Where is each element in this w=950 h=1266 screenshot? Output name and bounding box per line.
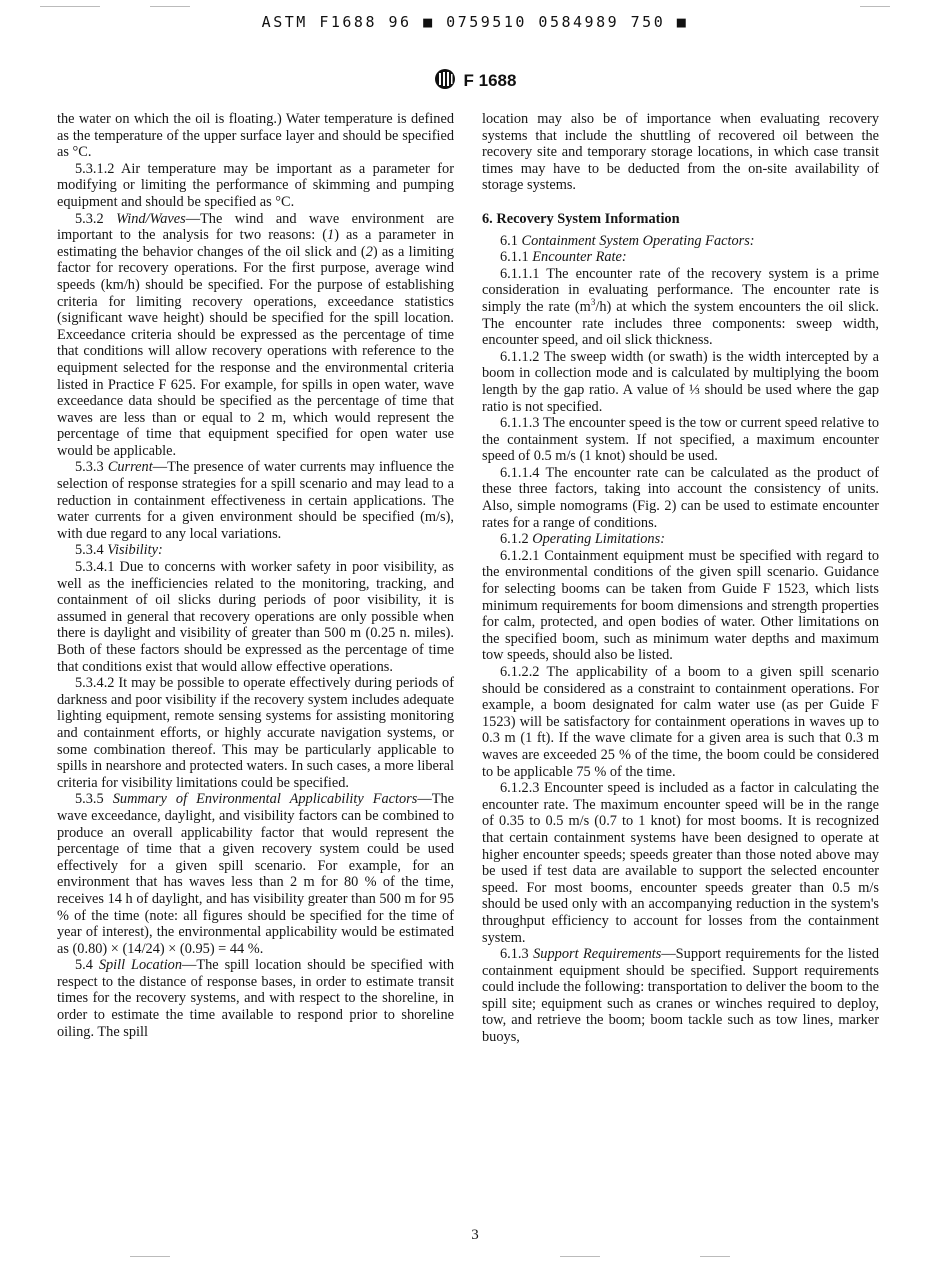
scan-mark [700, 1256, 730, 1257]
section-number: 6.1.1 [500, 249, 533, 266]
section-number: 5.4 [75, 957, 99, 974]
scan-mark [40, 6, 100, 7]
section-text: —The wind and wave environment are important to the analysis for two reasons: ( [57, 210, 454, 244]
paragraph-5-3-5 [57, 791, 454, 957]
paragraph-6-1-2-3: 6.1.2.3 Encounter speed is included as a factor in calculating the encounter rate. The maximum encounter speed will be in the range of 0.35 to 0.5 m/s (0.7 to 1 knot) for most booms. It is recognized that certain containment systems have been designed to operate at higher encounter speeds; speeds greater than those noted above may be used if test data are available to support the selected encounter speed. For most booms, encounter speeds greater than 0.5 m/s should be used only with an accompanying reduction in the system's throughput efficiency to account for losses from the containment system. [482, 780, 879, 946]
standard-designation: F 1688 [463, 71, 517, 90]
section-title: Summary of Environmental Applicability Factors [112, 791, 418, 808]
section-title: Support Requirements [533, 946, 662, 963]
paragraph-6-1-3 [482, 946, 879, 1046]
section-number: 6.1 [500, 232, 522, 249]
paragraph-5-4 [57, 957, 454, 1040]
section-title: Containment System Operating Factors: [521, 232, 755, 249]
list-number: 2 [365, 243, 373, 260]
section-title: Encounter Rate: [532, 249, 627, 266]
section-text: —The wave exceedance, daylight, and visibility factors can be combined to produce an overall applicability factor that would represent the percentage of time that a given recovery system could be used effectively for a given spill scenario. For example, for an environment that has waves less than 2 m for 80 % of the time, receives 14 h of daylight, and has visibility greater than 500 m for 95 % of the time (note: all figures should be specified for the time of year of interest), the environmental applicability would be estimated as (0.80) × (14/24) × (0.95) = 44 %. [57, 791, 454, 957]
paragraph: the water on which the oil is floating.) Water temperature is defined as the temperature of the upper surface layer and should be specified as °C. [57, 111, 454, 161]
paragraph-6-1-1-3: 6.1.1.3 The encounter speed is the tow or current speed relative to the containment system. If not specified, a maximum encounter speed of 0.5 m/s (1 knot) should be used. [482, 415, 879, 465]
right-column [482, 111, 879, 1046]
paragraph-5-3-4-1: 5.3.4.1 Due to concerns with worker safety in poor visibility, as well as the inefficiencies related to the monitoring, tracking, and containment of oil slicks during periods of poor visibility, it is assumed in general that recovery operations are only possible when there is daylight and visibility of greater than 500 m (0.25 n. miles). Both of these factors should be expressed as the percentage of time that conditions exist that would allow effective operations. [57, 559, 454, 675]
section-text: ) as a parameter in estimating the behavior changes of the oil slick and ( [57, 227, 454, 260]
section-6-heading: 6. Recovery System Information [482, 210, 680, 227]
document-code-header: ASTM F1688 96 ■ 0759510 0584989 750 ■ [261, 13, 689, 31]
paragraph-6-1-2 [482, 531, 879, 548]
section-text: —The presence of water currents may influence the selection of response strategies for a spill scenario and may lead to a reduction in containment effectiveness in certain applications. The water currents for a given environment should be specified (m/s), with due regard to any local variations. [57, 459, 454, 542]
left-column [57, 111, 454, 1040]
paragraph-6-1-2-2: 6.1.2.2 The applicability of a boom to a given spill scenario should be considered as a constraint to containment operations. For example, a boom designated for calm water use (as per Guide F 1523) will be satisfactory for containment operations in waves up to 0.3 m (1 ft). If the wave climate for a given area is such that 0.3 m waves are exceeded 25 % of the time, the boom could be considered to be applicable 75 % of the time. [482, 664, 879, 780]
scan-mark [860, 6, 890, 7]
section-number: 6.1.2 [500, 531, 533, 548]
paragraph: location may also be of importance when evaluating recovery systems that include the shuttling of recovered oil between the recovery site and temporary storage locations, in which case transit times may have to be deducted from the on-site availability of storage systems. [482, 111, 879, 194]
astm-logo-icon [434, 68, 456, 95]
scan-mark [130, 1256, 170, 1257]
section-number: 5.3.4 [75, 542, 108, 559]
scan-mark [150, 6, 190, 7]
list-number: 1 [327, 227, 335, 244]
section-text: /h) at which the system encounters the oil slick. The encounter rate includes three components: sweep width, encounter speed, and oil slick thickness. [482, 298, 880, 349]
paragraph-5-3-3 [57, 459, 454, 542]
paragraph-6-1-2-1: 6.1.2.1 Containment equipment must be specified with regard to the environmental conditions of the given spill scenario. Guidance for selecting booms can be taken from Guide F 1523, which lists minimum requirements for boom dimensions and strength properties for calm, protected, and open bodies of water. Other limitations on the specified boom, such as minimum water depths and maximum tow speeds, should also be listed. [482, 547, 879, 664]
paragraph-5-3-1-2: 5.3.1.2 Air temperature may be important as a parameter for modifying or limiting the performance of skimming and pumping equipment and should be specified as °C. [57, 160, 454, 210]
page-number: 3 [471, 1227, 479, 1243]
section-text: —The spill location should be specified with respect to the distance of response bases, in order to estimate transit times for the recovery systems, and with respect to the shoreline, in order to estimate the time available to respond prior to shoreline oiling. The spill [57, 957, 455, 1040]
section-number: 6.1.3 [500, 946, 534, 963]
section-title: Operating Limitations: [532, 531, 665, 548]
paragraph-5-3-4 [57, 542, 454, 559]
section-text: 6.1.1.1 The encounter rate of the recovery system is a prime consideration in evaluating performance. The encounter rate is simply the rate (m [482, 265, 879, 315]
superscript: 3 [590, 297, 596, 308]
section-text: —Support requirements for the listed containment equipment should be specified. Support requirements could include the following: transportation to deliver the boom to the spill site; equipment such as cranes or winches required to deploy, tow, and retrieve the boom; boom tackle such as tow lines, marker buoys, [482, 946, 879, 1046]
paragraph-5-3-4-2: 5.3.4.2 It may be possible to operate effectively during periods of darkness and poor visibility if the recovery system includes adequate lighting equipment, remote sensing systems for assisting monitoring and containment efforts, or highly accurate navigation systems, or some combination thereof. This may be particularly applicable to spills in nearshore and protected waters. In such cases, a more liberal criteria for visibility limitations could be specified. [57, 675, 454, 791]
section-number: 5.3.5 [75, 791, 113, 808]
section-number: 5.3.3 [75, 459, 108, 476]
paragraph-6-1-1-4: 6.1.1.4 The encounter rate can be calculated as the product of these three factors, taking into account the consistency of units. Also, simple nomograms (Fig. 2) can be used to estimate encounter rates for a range of conditions. [482, 464, 879, 531]
section-number: 5.3.2 [75, 210, 117, 227]
scan-mark [560, 1256, 600, 1257]
paragraph-6-1-1-2: 6.1.1.2 The sweep width (or swath) is the width intercepted by a boom in collection mode and is calculated by multiplying the boom length by the gap ratio. A value of ⅓ should be used where the gap ratio is not specified. [482, 348, 879, 415]
section-title: Visibility: [107, 542, 163, 559]
section-title: Wind/Waves [116, 210, 186, 227]
paragraph-5-3-2 [57, 211, 454, 460]
paragraph-6-1 [482, 233, 879, 250]
section-title: Spill Location [98, 957, 183, 974]
standard-header [0, 68, 950, 95]
section-title: Current [107, 459, 153, 476]
paragraph-6-1-1 [482, 249, 879, 266]
paragraph-6-1-1-1 [482, 266, 879, 349]
section-text: ) as a limiting factor for recovery operations. For the first purpose, average wind speeds (km/h) should be specified. For the purpose of establishing criteria for limiting recovery operations, exceedance statistics (significant wave height) should be specified for the spill location. Exceedance criteria should be expressed as the percentage of time that conditions will allow recovery operations with reference to the equipment selected for the response and the environmental criteria listed in Practice F 625. For example, for spills in open water, wave exceedance data should be specified as the percentage of time that waves are less than or equal to 2 m, which would represent the percentage of time that equipment specified for open water use would be applicable. [57, 243, 455, 459]
